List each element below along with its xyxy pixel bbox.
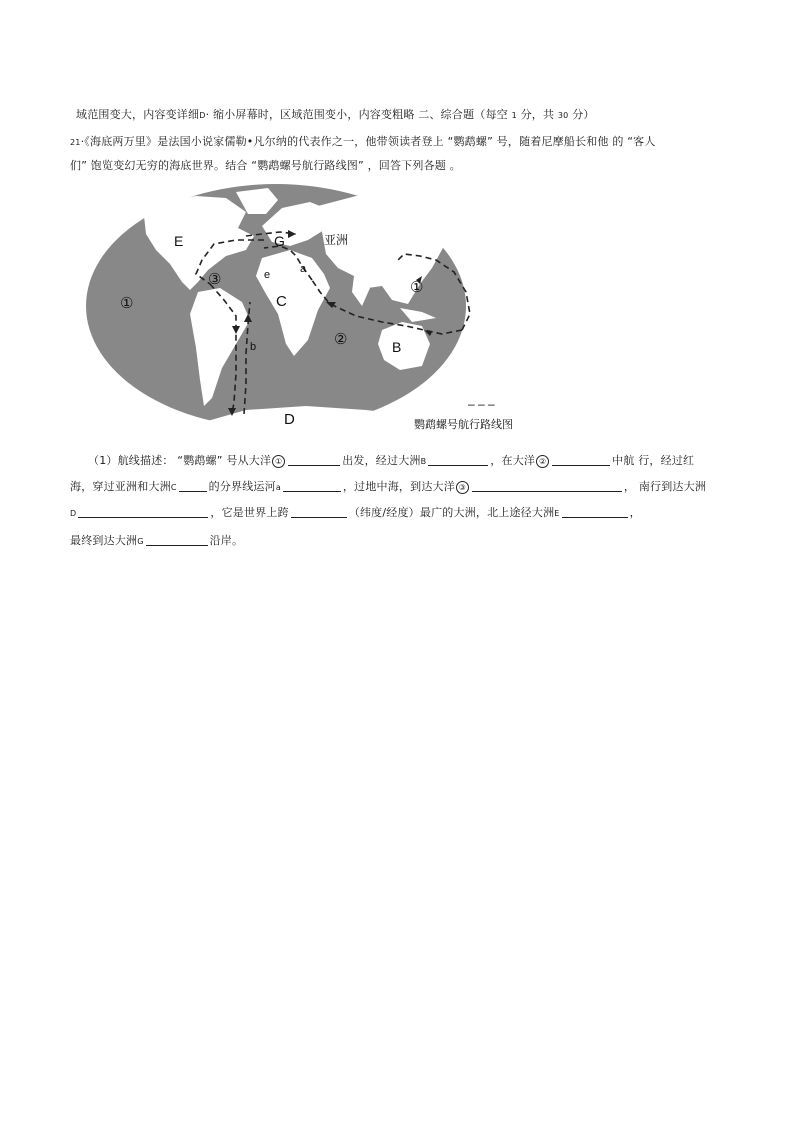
question-21-intro-line1 xyxy=(70,133,656,149)
section-note-end: 分） xyxy=(572,108,595,121)
label-G: G xyxy=(274,233,285,249)
label-E: E xyxy=(174,233,184,249)
q1-text-c: ，在大洋 xyxy=(490,454,536,467)
label-ocean-1-left: ① xyxy=(120,295,134,312)
points-per-blank: 1 xyxy=(511,111,517,120)
legend-text: 鹦鹉螺号航行路线图 xyxy=(414,419,513,431)
label-B: B xyxy=(392,339,402,355)
continent-C-marker: C xyxy=(170,483,177,492)
option-d-letter: D xyxy=(199,111,206,120)
q1-text-i: ，它是世界上跨 xyxy=(210,506,289,519)
blank-continent-C[interactable] xyxy=(179,479,207,492)
label-e: e xyxy=(264,269,271,281)
route-map-figure xyxy=(86,184,556,434)
continent-B-marker: B xyxy=(420,457,427,466)
question-number: 21 xyxy=(70,138,81,147)
question-21-intro-line2 xyxy=(70,157,461,173)
question-intro-text: ·《海底两万里》是法国小说家儒勒•凡尔纳的代表作之一，他带领读者登上 “鹦鹉螺” 号，随着尼摩船长和他 的 “客人 xyxy=(80,135,656,148)
option-c-tail: 域范围变大，内容变详细 xyxy=(76,108,200,121)
canal-a-marker: a xyxy=(275,483,281,492)
blank-ocean-1[interactable] xyxy=(288,453,340,466)
blank-continent-G[interactable] xyxy=(146,533,208,546)
q1-text-d: 中航 行，经过红 xyxy=(612,454,695,467)
prev-options-line xyxy=(76,106,595,122)
q1-line2 xyxy=(70,478,706,494)
question-intro-text-2: 们” 饱览变幻无穷的海底世界。结合 “鹦鹉螺号航行路线图” ，回答下列各题 。 xyxy=(70,159,461,172)
q1-text-a: （1）航线描述： “鹦鹉螺” 号从大洋 xyxy=(88,454,272,467)
ocean-2-marker: ② xyxy=(536,455,549,468)
ocean-1-marker: ① xyxy=(272,455,285,468)
q1-text-k: ， xyxy=(629,506,641,519)
q1-line3 xyxy=(70,504,641,520)
q1-text-j: （纬度/经度）最广的大洲，北上途径大洲 xyxy=(348,506,555,519)
blank-canal-a[interactable] xyxy=(283,479,341,492)
q1-text-g: ，过地中海，到达大洋 xyxy=(342,480,455,493)
q1-text-l: 最终到达大洲 xyxy=(70,534,138,547)
label-ocean-2: ② xyxy=(334,331,348,348)
blank-ocean-3[interactable] xyxy=(472,479,622,492)
blank-latitude-longitude[interactable] xyxy=(291,505,347,518)
continent-E-marker: E xyxy=(554,509,560,518)
q1-text-h: ， 南行到达大洲 xyxy=(623,480,707,493)
option-d-text: · 缩小屏幕时，区域范围变小，内容变粗略 二、综合题（每空 xyxy=(205,108,508,121)
blank-continent-E[interactable] xyxy=(562,505,628,518)
q1-text-f: 的分界线运河 xyxy=(208,480,276,493)
continent-D-marker: D xyxy=(70,509,77,518)
label-ocean-1-right: ① xyxy=(410,279,424,296)
section-note-mid: 分，共 xyxy=(520,108,555,121)
label-ocean-3: ③ xyxy=(208,271,222,288)
blank-continent-D[interactable] xyxy=(78,505,208,518)
label-C: C xyxy=(276,293,287,310)
blank-ocean-2[interactable] xyxy=(552,453,610,466)
label-a: a xyxy=(300,263,307,275)
label-b: b xyxy=(250,341,257,353)
q1-text-m: 沿岸。 xyxy=(209,534,244,547)
label-D: D xyxy=(284,411,295,428)
q1-text-e: 海，穿过亚洲和大洲 xyxy=(70,480,171,493)
q1-line4 xyxy=(70,532,243,548)
blank-continent-B[interactable] xyxy=(428,453,488,466)
q1-text-b: 出发，经过大洲 xyxy=(342,454,421,467)
label-asia: 亚洲 xyxy=(324,233,349,247)
ocean-3-marker: ③ xyxy=(456,481,469,494)
q1-line1 xyxy=(88,452,694,468)
continent-G-marker: G xyxy=(137,537,144,546)
total-points: 30 xyxy=(557,111,569,120)
legend-dash: – – – xyxy=(468,397,495,411)
